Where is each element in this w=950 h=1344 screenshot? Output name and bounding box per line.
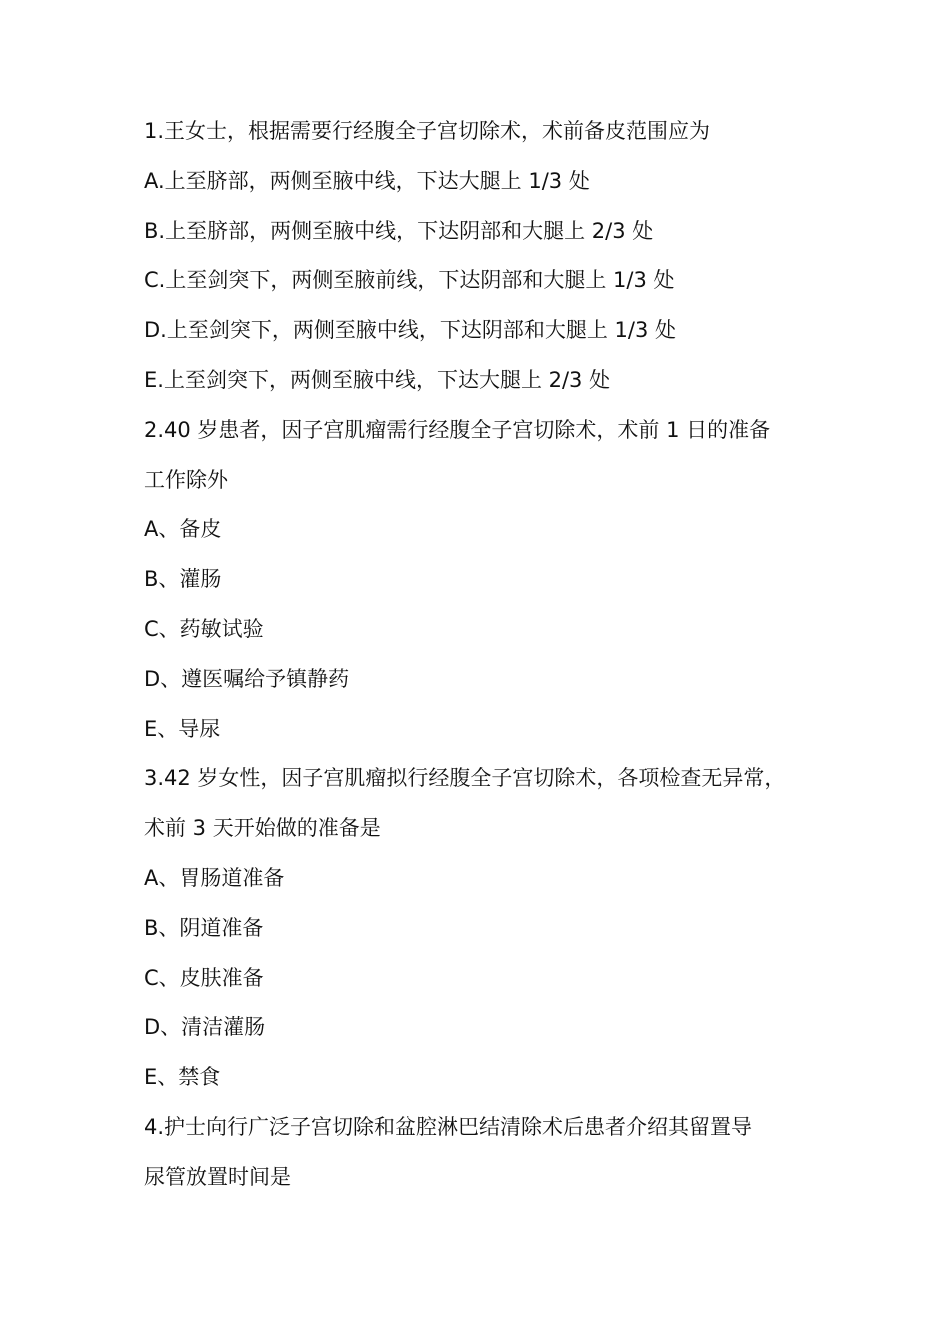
question-stem-line: 3.42 岁女性，因子宫肌瘤拟行经腹全子宫切除术，各项检查无异常， <box>144 766 786 791</box>
question-3 <box>144 754 824 1103</box>
option-e: E、禁食 <box>144 1065 221 1090</box>
question-2 <box>144 406 824 755</box>
option-d: D.上至剑突下，两侧至腋中线，下达阴部和大腿上 1/3 处 <box>144 318 676 343</box>
question-stem-line: 4.护士向行广泛子宫切除和盆腔淋巴结清除术后患者介绍其留置导 <box>144 1114 753 1139</box>
question-stem-line: 术前 3 天开始做的准备是 <box>144 816 381 841</box>
option-a: A、胃肠道准备 <box>144 865 285 890</box>
option-a: A.上至脐部，两侧至腋中线，下达大腿上 1/3 处 <box>144 168 590 193</box>
option-c: C、药敏试验 <box>144 616 264 641</box>
option-e: E、导尿 <box>144 716 221 741</box>
question-list <box>144 107 824 1203</box>
option-e: E.上至剑突下，两侧至腋中线，下达大腿上 2/3 处 <box>144 367 611 392</box>
question-stem-line: 1.王女士，根据需要行经腹全子宫切除术，术前备皮范围应为 <box>144 119 711 143</box>
option-d: D、遵医嘱给予镇静药 <box>144 666 350 691</box>
option-b: B、阴道准备 <box>144 915 264 940</box>
option-b: B、灌肠 <box>144 567 222 592</box>
question-stem-line: 尿管放置时间是 <box>144 1164 291 1189</box>
option-c: C.上至剑突下，两侧至腋前线，下达阴部和大腿上 1/3 处 <box>144 268 675 293</box>
question-4 <box>144 1103 824 1203</box>
option-c: C、皮肤准备 <box>144 965 264 990</box>
question-1 <box>144 107 824 406</box>
question-stem-line: 工作除外 <box>144 467 228 492</box>
option-b: B.上至脐部，两侧至腋中线，下达阴部和大腿上 2/3 处 <box>144 218 654 243</box>
option-a: A、备皮 <box>144 517 222 542</box>
question-stem-line: 2.40 岁患者，因子宫肌瘤需行经腹全子宫切除术，术前 1 日的准备 <box>144 417 771 442</box>
option-d: D、清洁灌肠 <box>144 1015 266 1040</box>
